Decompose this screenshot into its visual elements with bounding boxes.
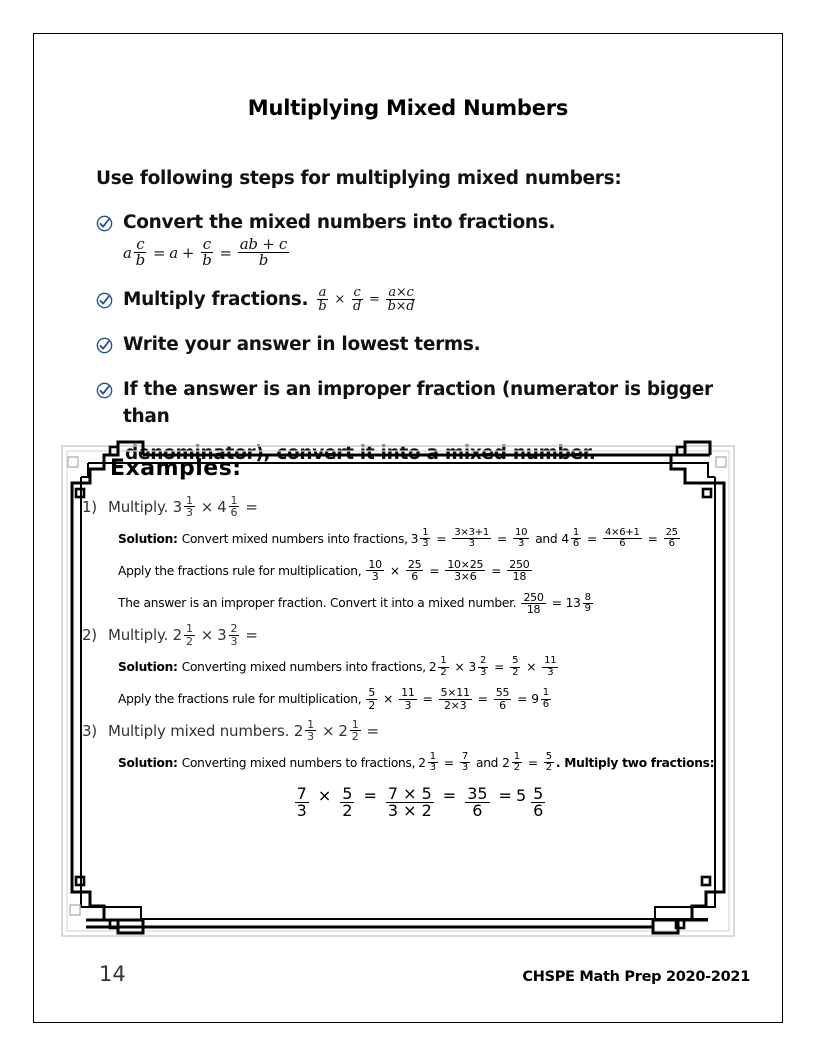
fr: $\frac{7 \times 5}{3 \times 2}$ (387, 783, 432, 821)
equals-sign: = (517, 692, 528, 706)
fraction-a-over-b: $\frac{a}{b}$ (318, 284, 327, 315)
step-text-1: Convert the mixed numbers into fractions. (123, 212, 556, 233)
prompt-text-3: Multiply mixed numbers. (108, 721, 290, 740)
fr: $\frac{3\times 3+1}{3}$ (454, 526, 489, 550)
fr: $\frac{11}{3}$ (401, 686, 415, 712)
fr: $\frac{8}{9}$ (584, 591, 591, 614)
solution-3-1 (118, 752, 730, 774)
fr: $\frac{2}{3}$ (479, 655, 487, 678)
fraction-2a: $\frac{1}{2}$ (185, 622, 193, 648)
fr: $\frac{250}{18}$ (523, 590, 544, 616)
solution-text: Converting mixed numbers into fractions, (181, 660, 426, 675)
equals-sign: = (429, 563, 440, 578)
fr: $\frac{1}{3}$ (422, 526, 429, 550)
equals-sign: = (551, 596, 562, 611)
step-text-3: Write your answer in lowest terms. (123, 333, 481, 355)
equals-sign: = (442, 785, 457, 805)
examples-heading: Examples: (110, 456, 242, 481)
times-sign: × (526, 660, 537, 675)
fr: $\frac{5}{2}$ (545, 750, 552, 774)
solution-equation-1-1: 3 $\frac{1}{3}$ = $\frac{3\times 3+1}{3}$ = $\frac{10}{3}$ and 4 $\frac{1}{6}$ = $\frac{4\times 6+1}{6}$ = $\frac{25}{6}$ (410, 526, 678, 550)
fraction-2b: $\frac{2}{3}$ (230, 622, 238, 648)
times-sign: × (317, 785, 332, 805)
equals-sign: = (422, 692, 433, 706)
step-text-2: Multiply fractions. (123, 288, 309, 310)
steps-intro: Use following steps for multiplying mixed numbers: (96, 168, 622, 189)
solution-1-1 (118, 528, 730, 550)
fr: $\frac{7}{3}$ (461, 750, 468, 774)
footer-note: CHSPE Math Prep 2020-2021 (522, 969, 750, 985)
final-equation-3 (110, 783, 730, 821)
times-sign: × (334, 292, 345, 308)
whole-part: 9 (531, 692, 539, 706)
fr: $\frac{10}{3}$ (368, 557, 382, 584)
step-formula-1 (123, 234, 291, 270)
equals-sign: = (527, 755, 538, 770)
equals-sign: = (245, 497, 258, 516)
times-sign: × (454, 660, 465, 675)
fr: $\frac{5}{2}$ (512, 655, 519, 678)
prompt-text-2: Multiply. (108, 626, 169, 645)
check-circle-icon (96, 290, 113, 307)
equals-sign: = (494, 660, 505, 675)
fraction-c-over-d: $\frac{c}{d}$ (353, 284, 362, 315)
times-sign: × (389, 563, 400, 578)
whole-1: 3 (172, 497, 182, 516)
conjunction: and (535, 531, 558, 546)
fr: $\frac{1}{3}$ (429, 750, 436, 774)
fraction-3a: $\frac{1}{3}$ (307, 717, 314, 744)
solution-label: Solution: (118, 755, 178, 770)
equals-sign: = (491, 563, 502, 578)
solution-1-3 (118, 592, 730, 616)
fraction-3b: $\frac{1}{2}$ (351, 717, 359, 744)
equals-sign: = (152, 243, 166, 262)
equals-sign: = (363, 785, 377, 805)
problem-prompt-1 (108, 495, 262, 519)
examples-section (82, 456, 730, 821)
conjunction: and (475, 755, 499, 770)
solution-2-1 (118, 656, 730, 678)
fr: $\frac{5\times 11}{2\times 3}$ (440, 686, 470, 712)
fraction-ac-over-bd: $\frac{a\times c}{b\times d}$ (387, 284, 415, 315)
check-circle-icon (96, 213, 113, 230)
problem-number-2: 2) (82, 626, 97, 645)
equals-sign: = (366, 721, 379, 740)
whole-part: 5 (515, 785, 527, 805)
problem-prompt-2: Multiply. 2 $\frac{1}{2}$ × 3 $\frac{2}{3}$ = (108, 622, 258, 648)
fr: $\frac{250}{18}$ (509, 557, 530, 584)
solution-equation-2-1: 2 $\frac{1}{2}$ × 3 $\frac{2}{3}$ = $\frac{5}{2}$ × $\frac{11}{3}$ (428, 655, 557, 678)
solution-1-2 (118, 559, 730, 583)
times-sign: × (321, 721, 335, 740)
solution-equation-3-1: 2 $\frac{1}{3}$ = $\frac{7}{3}$ and 2 $\frac{1}{2}$ = $\frac{5}{2}$ . Multiply two fractions: (418, 750, 715, 774)
solution-text: The answer is an improper fraction. Convert it into a mixed number. (118, 596, 517, 611)
fr: $\frac{1}{2}$ (513, 750, 520, 774)
prompt-text-1: Multiply. (108, 497, 169, 516)
step-label-1 (123, 209, 716, 269)
fraction-1a: $\frac{1}{3}$ (185, 494, 193, 520)
fr: $\frac{5}{2}$ (342, 783, 353, 821)
problem-number-3: 3) (82, 721, 97, 740)
problem-3 (82, 719, 730, 743)
page-number: 14 (99, 962, 126, 986)
step-item-3 (96, 331, 716, 359)
solution-text: Apply the fractions rule for multiplication, (118, 692, 362, 706)
equals-sign-3: = (369, 292, 380, 308)
equals-sign: = (647, 531, 658, 546)
fr: $\frac{55}{6}$ (495, 686, 510, 712)
solution-equation-2-2 (364, 687, 552, 711)
fr: $\frac{10\times 25}{3\times 6}$ (447, 557, 484, 584)
equals-sign: = (587, 531, 597, 546)
solution-label: Solution: (118, 531, 178, 546)
formula-var-a: a (123, 243, 132, 262)
equals-sign: = (436, 531, 447, 546)
equals-sign: = (496, 531, 507, 546)
times-sign: × (200, 497, 214, 516)
equals-sign-2: = (219, 243, 232, 262)
solution-equation-1-3 (519, 592, 594, 616)
fr: $\frac{35}{6}$ (467, 783, 488, 821)
times-sign: × (383, 692, 394, 706)
check-circle-icon (96, 335, 113, 352)
fr: $\frac{25}{6}$ (665, 526, 678, 550)
fr: $\frac{1}{6}$ (572, 526, 580, 550)
solution-2-2 (118, 687, 730, 711)
problem-prompt-3: Multiply mixed numbers. 2 $\frac{1}{3}$ × 2 $\frac{1}{2}$ = (108, 717, 379, 744)
fr: $\frac{11}{3}$ (544, 655, 557, 678)
fr: $\frac{5}{2}$ (368, 686, 376, 712)
step-formula-2 (314, 286, 418, 314)
step-label-2 (123, 286, 716, 314)
equals-sign: = (498, 785, 512, 805)
fraction-c-over-b: $\frac{c}{b}$ (135, 234, 145, 270)
problem-2 (82, 623, 730, 647)
solution-label: Solution: (118, 660, 178, 675)
fraction-abc-over-b: $\frac{ab + c}{b}$ (239, 234, 288, 270)
problem-1 (82, 495, 730, 519)
fraction-c-over-b-2: $\frac{c}{b}$ (202, 234, 212, 270)
solution-equation-1-2 (364, 559, 533, 583)
fr: $\frac{7}{3}$ (296, 783, 307, 821)
fr: $\frac{10}{3}$ (514, 526, 528, 550)
times-sign: × (200, 626, 214, 645)
fr: $\frac{5}{6}$ (533, 783, 544, 821)
problem-number-1: 1) (82, 497, 97, 516)
solution-text: Converting mixed numbers to fractions, (181, 755, 416, 770)
whole-2: 4 (217, 497, 227, 516)
formula-var-a2: a (169, 243, 178, 262)
equals-sign: = (245, 626, 258, 645)
equals-sign: = (443, 755, 454, 770)
page-title: Multiplying Mixed Numbers (247, 96, 569, 120)
fr: $\frac{4\times 6+1}{6}$ (604, 526, 640, 550)
equals-sign: = (477, 692, 488, 706)
check-circle-icon (96, 380, 113, 397)
plus-sign: + (181, 243, 195, 262)
solution-tail: . Multiply two fractions: (555, 755, 715, 770)
solution-text: Apply the fractions rule for multiplication, (118, 563, 362, 578)
solution-text: Convert mixed numbers into fractions, (181, 531, 408, 546)
step-text-4-cont: denominator), convert it into a mixed number. (125, 443, 596, 465)
fr: $\frac{1}{6}$ (542, 687, 549, 710)
fr: $\frac{25}{6}$ (407, 557, 422, 584)
step-text-4: If the answer is an improper fraction (numerator is bigger than (123, 378, 713, 428)
step-item-1 (96, 209, 716, 269)
fraction-1b: $\frac{1}{6}$ (230, 494, 238, 520)
whole-part: 13 (565, 596, 581, 611)
fr: $\frac{1}{2}$ (440, 655, 447, 678)
step-item-2 (96, 286, 716, 314)
